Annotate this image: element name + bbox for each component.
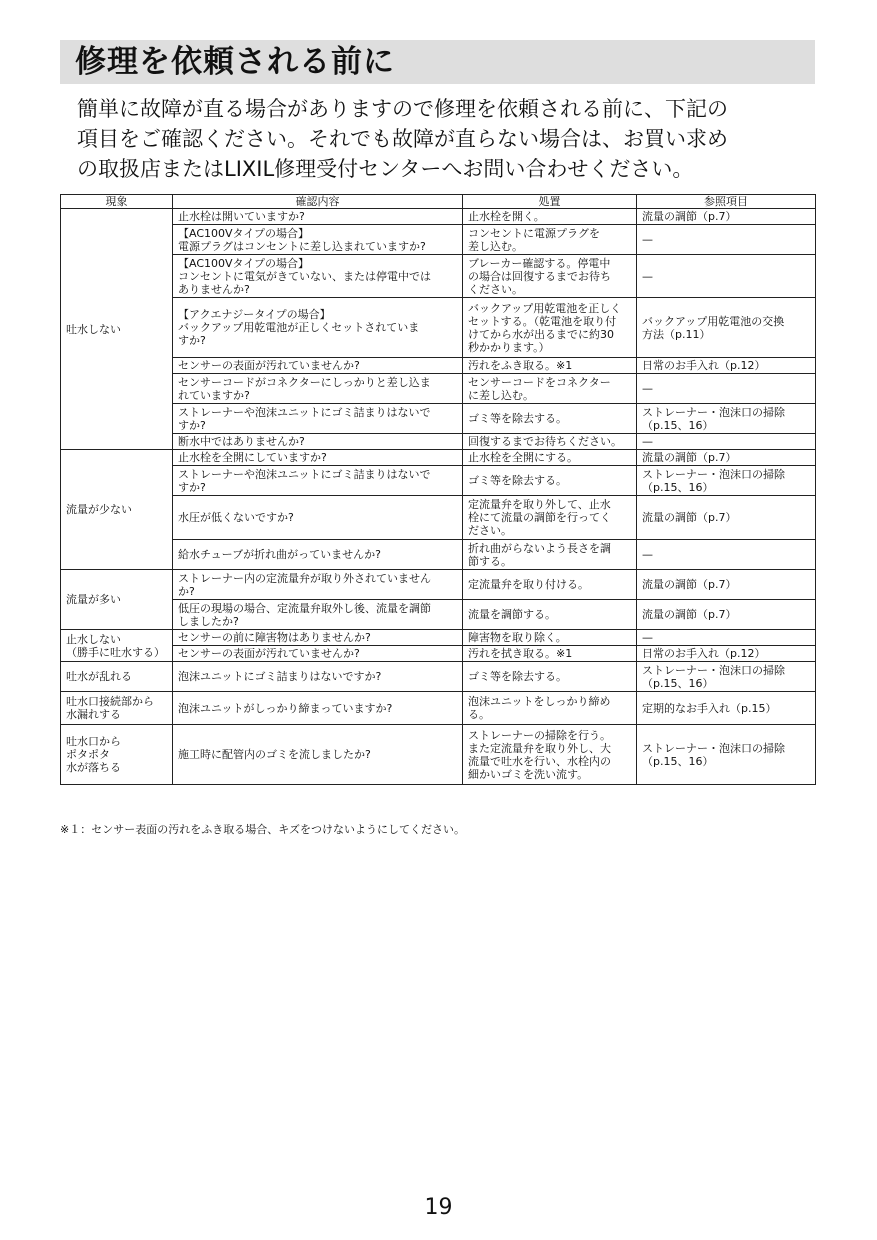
action-line: の場合は回復するまでお待ち (468, 269, 611, 283)
symptom-line: 吐水が乱れる (66, 670, 132, 683)
reference-line: （p.15、16） (642, 418, 714, 432)
action-line: 栓にて流量の調節を行ってく (468, 511, 611, 524)
symptom-cell (61, 450, 173, 570)
reference-cell (637, 434, 816, 450)
table-row (61, 600, 816, 630)
header-action: 処置 (463, 195, 637, 209)
symptom-line: 吐水口から (66, 735, 121, 748)
action-cell (463, 450, 637, 466)
page-number: 19 (424, 1195, 453, 1220)
reference-line: — (642, 548, 653, 561)
reference-line: — (642, 631, 653, 644)
check-cell (173, 298, 463, 358)
table-row (61, 358, 816, 374)
action-cell (463, 466, 637, 496)
action-line: ゴミ等を除去する。 (468, 474, 567, 487)
table-row (61, 692, 816, 725)
reference-cell (637, 540, 816, 570)
symptom-cell (61, 570, 173, 630)
action-cell (463, 225, 637, 255)
table-row (61, 298, 816, 358)
troubleshooting-table (60, 194, 816, 785)
symptom-cell (61, 662, 173, 692)
check-line: センサーの表面が汚れていませんか? (178, 359, 360, 372)
table-row (61, 540, 816, 570)
action-line: 節する。 (468, 554, 512, 568)
action-line: 止水栓を開く。 (468, 210, 545, 223)
check-line: 【AC100Vタイプの場合】 (178, 226, 309, 240)
table-row (61, 630, 816, 646)
reference-line: 流量の調節（p.7） (642, 608, 737, 621)
check-line: コンセントに電気がきていない、または停電中では (178, 269, 431, 283)
reference-line: ストレーナー・泡沫口の掃除 (642, 741, 785, 755)
action-cell (463, 358, 637, 374)
table-row (61, 662, 816, 692)
check-line: 止水栓は開いていますか? (178, 210, 305, 223)
action-cell (463, 662, 637, 692)
reference-cell (637, 358, 816, 374)
table-row (61, 450, 816, 466)
reference-line: ストレーナー・泡沫口の掃除 (642, 405, 785, 419)
check-line: すか? (178, 480, 206, 494)
intro-line: 項目をご確認ください。それでも故障が直らない場合は、お買い求め (77, 127, 728, 151)
reference-cell (637, 600, 816, 630)
check-line: すか? (178, 418, 206, 432)
check-line: 水圧が低くないですか? (178, 511, 294, 524)
action-cell (463, 496, 637, 540)
reference-line: 流量の調節（p.7） (642, 511, 737, 524)
symptom-line: （勝手に吐水する） (66, 645, 165, 659)
intro-line: の取扱店またはLIXIL修理受付センターへお問い合わせください。 (77, 157, 694, 181)
page-title: 修理を依頼される前に (75, 44, 395, 80)
reference-line: 流量の調節（p.7） (642, 578, 737, 591)
symptom-cell (61, 630, 173, 662)
check-line: バックアップ用乾電池が正しくセットされていま (178, 321, 420, 334)
action-line: バックアップ用乾電池を正しく (468, 301, 622, 315)
action-line: ストレーナーの掃除を行う。 (468, 728, 611, 742)
reference-cell (637, 404, 816, 434)
action-cell (463, 570, 637, 600)
reference-cell (637, 225, 816, 255)
intro-line: 簡単に故障が直る場合がありますので修理を依頼される前に、下記の (77, 97, 728, 121)
reference-line: 日常のお手入れ（p.12） (642, 647, 766, 660)
reference-line: ストレーナー・泡沫口の掃除 (642, 467, 785, 481)
symptom-line: 流量が多い (66, 593, 121, 606)
check-cell (173, 255, 463, 298)
reference-line: — (642, 269, 653, 283)
check-cell (173, 662, 463, 692)
symptom-cell (61, 725, 173, 785)
check-cell (173, 600, 463, 630)
check-line: 低圧の現場の場合、定流量弁取外し後、流量を調節 (178, 601, 431, 615)
check-line: 【アクエナジータイプの場合】 (178, 308, 331, 321)
check-cell (173, 434, 463, 450)
check-cell (173, 630, 463, 646)
reference-cell (637, 646, 816, 662)
table-row (61, 255, 816, 298)
action-cell (463, 725, 637, 785)
action-line: ゴミ等を除去する。 (468, 412, 567, 425)
symptom-cell (61, 692, 173, 725)
check-cell (173, 358, 463, 374)
action-line: 流量を調節する。 (468, 608, 556, 621)
check-cell (173, 540, 463, 570)
check-line: センサーの前に障害物はありませんか? (178, 631, 371, 644)
check-line: 泡沫ユニットにゴミ詰まりはないですか? (178, 670, 382, 683)
symptom-line: 止水しない (66, 632, 121, 646)
title-bar (60, 40, 815, 84)
check-cell (173, 692, 463, 725)
action-line: ブレーカー確認する。停電中 (468, 256, 611, 270)
table-row (61, 496, 816, 540)
action-line: ください。 (468, 282, 523, 296)
table-row (61, 374, 816, 404)
check-line: 給水チューブが折れ曲がっていませんか? (178, 548, 381, 561)
header-reference: 参照項目 (637, 195, 816, 209)
action-line: コンセントに電源プラグを (468, 226, 600, 240)
check-cell (173, 496, 463, 540)
action-line: 汚れをふき取る。※1 (468, 359, 573, 372)
action-cell (463, 298, 637, 358)
check-line: か? (178, 584, 195, 598)
check-line: ストレーナー内の定流量弁が取り外されていません (178, 571, 431, 585)
action-cell (463, 540, 637, 570)
check-cell (173, 225, 463, 255)
action-line: 折れ曲がらないよう長さを調 (468, 541, 611, 555)
symptom-line: ポタポタ (66, 748, 110, 761)
table-row (61, 404, 816, 434)
reference-line: ストレーナー・泡沫口の掃除 (642, 663, 785, 677)
reference-cell (637, 662, 816, 692)
action-cell (463, 255, 637, 298)
reference-cell (637, 496, 816, 540)
action-line: ださい。 (468, 524, 512, 537)
table-header-row (61, 195, 816, 209)
check-line: すか? (178, 334, 206, 347)
check-cell (173, 450, 463, 466)
check-line: 泡沫ユニットがしっかり締まっていますか? (178, 701, 393, 715)
symptom-line: 吐水口接続部から (66, 695, 154, 708)
action-line: センサーコードをコネクター (468, 375, 611, 389)
action-cell (463, 646, 637, 662)
check-line: 電源プラグはコンセントに差し込まれていますか? (178, 239, 426, 253)
action-cell (463, 630, 637, 646)
reference-cell (637, 570, 816, 600)
action-line: 止水栓を全開にする。 (468, 451, 578, 464)
check-line: センサーコードがコネクターにしっかりと差し込ま (178, 375, 431, 389)
check-line: れていますか? (178, 388, 250, 402)
check-line: 施工時に配管内のゴミを流しましたか? (178, 748, 371, 761)
check-line: しましたか? (178, 614, 239, 628)
table-row (61, 570, 816, 600)
check-line: ありませんか? (178, 282, 250, 296)
symptom-line: 吐水しない (66, 322, 121, 336)
table-row (61, 725, 816, 785)
action-line: 障害物を取り除く。 (468, 631, 567, 644)
check-line: 止水栓を全開にしていますか? (178, 451, 327, 464)
symptom-line: 水が落ちる (66, 761, 121, 774)
check-cell (173, 374, 463, 404)
symptom-cell (61, 209, 173, 450)
reference-cell (637, 466, 816, 496)
table-row (61, 225, 816, 255)
check-cell (173, 570, 463, 600)
reference-line: バックアップ用乾電池の交換 (642, 314, 785, 328)
action-cell (463, 434, 637, 450)
table-row (61, 209, 816, 225)
reference-cell (637, 450, 816, 466)
check-line: ストレーナーや泡沫ユニットにゴミ詰まりはないで (178, 405, 431, 419)
check-cell (173, 725, 463, 785)
check-cell (173, 209, 463, 225)
action-cell (463, 600, 637, 630)
action-cell (463, 692, 637, 725)
reference-cell (637, 255, 816, 298)
action-line: 定流量弁を取り付ける。 (468, 578, 589, 591)
action-cell (463, 374, 637, 404)
action-line: 秒かかります。） (468, 340, 550, 354)
header-symptom: 現象 (61, 195, 173, 209)
check-line: 断水中ではありませんか? (178, 435, 305, 448)
action-line: 汚れを拭き取る。※1 (468, 647, 573, 660)
reference-line: 流量の調節（p.7） (642, 451, 737, 464)
action-line: に差し込む。 (468, 388, 534, 402)
action-cell (463, 209, 637, 225)
action-line: ゴミ等を除去する。 (468, 670, 567, 683)
reference-line: （p.15、16） (642, 676, 714, 690)
footnote: ※１：センサー表面の汚れをふき取る場合、キズをつけないようにしてください。 (60, 823, 465, 836)
action-line: また定流量弁を取り外し、大 (468, 741, 611, 755)
check-cell (173, 646, 463, 662)
reference-cell (637, 374, 816, 404)
table-row (61, 466, 816, 496)
check-cell (173, 466, 463, 496)
check-cell (173, 404, 463, 434)
table-row (61, 646, 816, 662)
reference-line: — (642, 382, 653, 395)
action-cell (463, 404, 637, 434)
reference-line: 日常のお手入れ（p.12） (642, 359, 766, 372)
reference-cell (637, 692, 816, 725)
action-line: 流量で吐水を行い、水栓内の (468, 754, 611, 768)
intro-text (77, 94, 817, 184)
action-line: 定流量弁を取り外して、止水 (468, 498, 611, 511)
reference-line: （p.15、16） (642, 480, 714, 494)
symptom-line: 流量が少ない (66, 503, 132, 516)
action-line: 泡沫ユニットをしっかり締める。 (468, 695, 611, 721)
table-row (61, 434, 816, 450)
reference-cell (637, 630, 816, 646)
header-check: 確認内容 (173, 195, 463, 209)
reference-line: （p.15、16） (642, 754, 714, 768)
reference-cell (637, 725, 816, 785)
check-line: ストレーナーや泡沫ユニットにゴミ詰まりはないで (178, 467, 431, 481)
reference-cell (637, 209, 816, 225)
action-line: 差し込む。 (468, 239, 523, 253)
table-body (61, 209, 816, 785)
reference-line: — (642, 233, 653, 246)
reference-line: 流量の調節（p.7） (642, 210, 737, 223)
check-line: 【AC100Vタイプの場合】 (178, 256, 309, 270)
reference-cell (637, 298, 816, 358)
action-line: セットする。（乾電池を取り付 (468, 314, 617, 328)
action-line: 回復するまでお待ちください。 (468, 435, 622, 448)
reference-line: 方法（p.11） (642, 327, 711, 341)
action-line: 細かいゴミを洗い流す。 (468, 767, 589, 781)
reference-line: — (642, 435, 653, 448)
action-line: けてから水が出るまでに約30 (468, 327, 614, 341)
symptom-line: 水漏れする (66, 708, 121, 721)
reference-line: 定期的なお手入れ（p.15） (642, 701, 777, 715)
check-line: センサーの表面が汚れていませんか? (178, 647, 360, 660)
